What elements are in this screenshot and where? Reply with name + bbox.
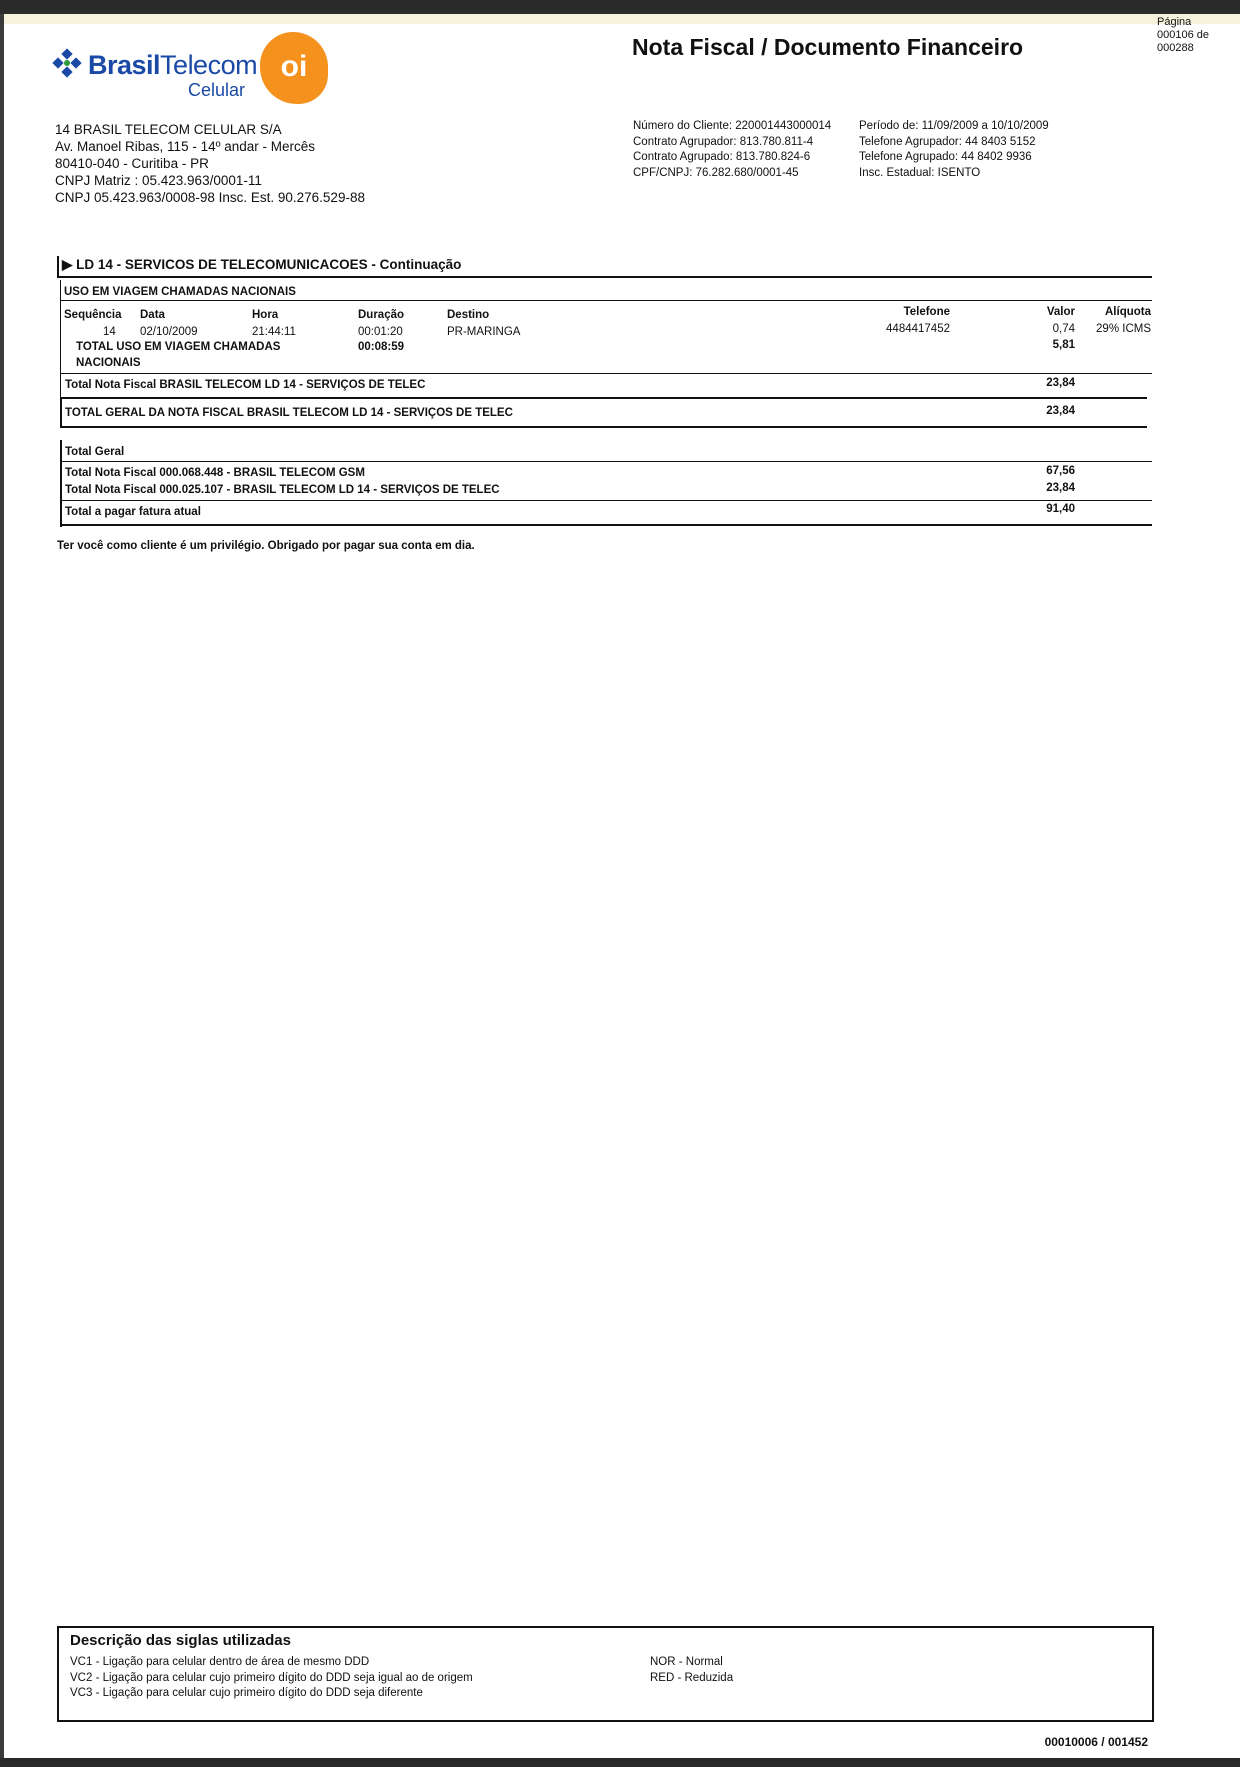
col-aliquota: Alíquota (1105, 306, 1151, 318)
client-line: Telefone Agrupado: 44 8402 9936 (859, 151, 1032, 163)
group-rule (60, 300, 1152, 301)
row-sequencia: 14 (103, 326, 116, 338)
legend-item: VC3 - Ligação para celular cujo primeiro dígito do DDD seja diferente (70, 1687, 423, 1699)
brand-light: Telecom (160, 50, 258, 80)
page-total: 000288 (1157, 42, 1194, 54)
client-info-left (633, 119, 831, 181)
totals-title-rule (60, 461, 1152, 462)
geral-total-label: TOTAL GERAL DA NOTA FISCAL BRASIL TELECOM LD 14 - SERVIÇOS DE TELEC (65, 407, 513, 419)
section-title: ▶ LD 14 - SERVICOS DE TELECOMUNICACOES - Continuação (62, 257, 462, 272)
col-telefone: Telefone (903, 306, 950, 318)
nota-total-valor: 23,84 (1046, 377, 1075, 389)
totals-bottom-rule (60, 524, 1152, 526)
row-destino: PR-MARINGA (447, 326, 521, 338)
totals-left-rule (60, 440, 62, 527)
geral-top-rule (60, 397, 1147, 399)
row-duracao: 00:01:20 (358, 326, 403, 338)
client-line: Telefone Agrupador: 44 8403 5152 (859, 135, 1036, 148)
client-line: Número do Cliente: 2200014430000​14 (633, 120, 832, 132)
total-to-pay-label: Total a pagar fatura atual (65, 506, 201, 518)
legend-left-list (70, 1655, 473, 1702)
company-line: CNPJ Matriz : 05.423.963/0001-11 (55, 173, 262, 188)
brand-subtitle: Celular (188, 80, 246, 100)
col-hora: Hora (252, 309, 279, 321)
legend-title: Descrição das siglas utilizadas (70, 1632, 291, 1649)
brasil-telecom-logo-icon (50, 48, 84, 82)
geral-bottom-rule (60, 426, 1147, 428)
detail-left-rule (60, 280, 61, 397)
document-number: 00010006 / 001452 (1044, 1735, 1148, 1749)
col-valor: Valor (1046, 306, 1075, 318)
row-hora: 21:44:11 (252, 326, 296, 338)
document-title: Nota Fiscal / Documento Financeiro (632, 34, 1024, 60)
col-sequencia: Sequência (64, 309, 122, 321)
col-destino: Destino (447, 309, 490, 321)
row-aliquota: 29% ICMS (1096, 323, 1151, 335)
totals-row-value: 67,56 (1046, 465, 1075, 477)
group-title: USO EM VIAGEM CHAMADAS NACIONAIS (64, 286, 296, 298)
scan-left-border (0, 14, 4, 1767)
nota-total-rule (60, 373, 1152, 374)
company-line: Av. Manoel Ribas, 115 - 14º andar - Mercês (55, 139, 316, 154)
legend-item: VC1 - Ligação para celular dentro de área de mesmo DDD (70, 1656, 370, 1668)
totals-title: Total Geral (65, 446, 125, 458)
page-label: Página (1157, 16, 1192, 28)
client-info-right (859, 119, 1049, 181)
brand-strong: Brasil (88, 50, 161, 80)
page-number: 000106 de (1157, 29, 1209, 41)
client-line: Contrato Agrupador: 813.780.811-4 (633, 135, 814, 148)
company-line: 14 BRASIL TELECOM CELULAR S/A (55, 122, 282, 137)
company-line: 80410-040 - Curitiba - PR (55, 156, 209, 171)
geral-total-valor: 23,84 (1046, 405, 1075, 417)
client-line: CPF/CNPJ: 76.282.680/0001-45 (633, 166, 799, 179)
page-counter (1157, 16, 1237, 55)
row-valor: 0,74 (1052, 323, 1075, 335)
col-data: Data (140, 309, 165, 321)
legend-right-list (650, 1655, 733, 1686)
scan-top-strip (4, 14, 1240, 24)
oi-logo-text: oi (280, 50, 308, 83)
total-to-pay-value: 91,40 (1046, 503, 1075, 515)
legend-item: VC2 - Ligação para celular cujo primeiro dígito do DDD seja igual ao de origem (70, 1671, 473, 1684)
scan-bottom-border (0, 1758, 1240, 1767)
section-header-rule (57, 276, 1152, 278)
section-left-rule (57, 256, 59, 276)
client-line: Insc. Estadual: ISENTO (859, 166, 981, 179)
row-telefone: 4484417452 (886, 323, 950, 335)
totals-pay-rule (60, 500, 1152, 501)
group-total-label-2: NACIONAIS (76, 357, 141, 369)
legend-item: NOR - Normal (650, 1656, 723, 1668)
group-total-label: TOTAL USO EM VIAGEM CHAMADAS (76, 341, 281, 353)
company-line: CNPJ 05.423.963/0008-98 Insc. Est. 90.276.529-88 (55, 190, 365, 205)
group-total-valor: 5,81 (1052, 339, 1075, 351)
brasil-telecom-brand (88, 50, 257, 81)
scan-top-border (0, 0, 1240, 14)
geral-left-rule (60, 397, 62, 427)
group-total-duracao: 00:08:59 (358, 341, 405, 353)
nota-total-label: Total Nota Fiscal BRASIL TELECOM LD 14 - SERVIÇOS DE TELEC (65, 379, 426, 391)
totals-row-label: Total Nota Fiscal 000.025.107 - BRASIL TELECOM LD 14 - SERVIÇOS DE TELEC (65, 484, 500, 496)
row-data: 02/10/2009 (140, 326, 198, 338)
legend-item: RED - Reduzida (650, 1671, 734, 1684)
totals-row-label: Total Nota Fiscal 000.068.448 - BRASIL TELECOM GSM (65, 467, 365, 479)
totals-row-value: 23,84 (1046, 482, 1075, 494)
thank-you-message: Ter você como cliente é um privilégio. Obrigado por pagar sua conta em dia. (57, 540, 475, 552)
client-line: Período de: 11/09/2009 a 10/10/2009 (859, 120, 1049, 132)
company-info (55, 121, 365, 206)
client-line: Contrato Agrupado: 813.780.824-6 (633, 151, 811, 163)
col-duracao: Duração (358, 309, 405, 321)
